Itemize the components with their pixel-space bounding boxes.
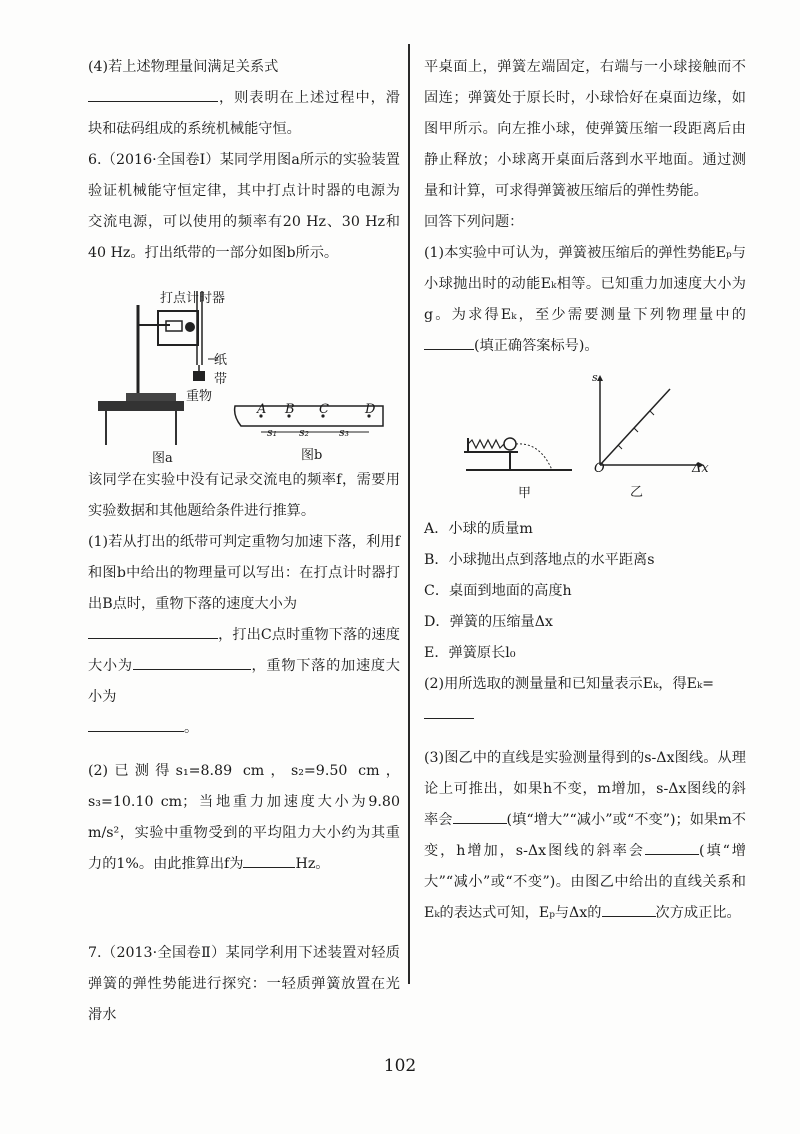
point-b-label: B [285,402,295,417]
label-weight: 重物 [186,389,213,404]
q7-part1-tail: (填正确答案标号)。 [474,338,599,354]
page-number: 102 [383,1056,417,1076]
s-dx-line [600,389,670,465]
trajectory [516,444,552,470]
q7-part3 [424,743,746,929]
figure-jia [462,422,582,501]
y-axis-label: s [592,371,598,384]
q7-part1-text: (1)本实验中可认为，弹簧被压缩后的弹性势能Eₚ与小球抛出时的动能Eₖ相等。已知重力加速度大小为g。为求得Eₖ，至少需要测量下列物理量中的 [424,245,746,323]
spring [468,440,504,448]
right-column [424,52,746,929]
answer-blank[interactable] [88,620,218,639]
option-b: B．小球抛出点到落地点的水平距离s [424,552,655,568]
q7-stem: 7.（2013·全国卷Ⅱ）某同学利用下述装置对轻质弹簧的弹性势能进行探究：一轻质弹簧放置在光滑水 [88,945,400,1023]
answer-blank[interactable] [424,700,474,719]
figure-b [233,398,393,463]
q6-stem: 6.（2016·全国卷Ⅰ）某同学用图a所示的实验装置验证机械能守恒定律，其中打点计时器的电源为交流电源，可以使用的频率有20 Hz、30 Hz和40 Hz。打出纸带的一部分如图b所示。 [88,152,400,261]
q7-part3-c: (填“增大”“减小”或“不变”)。由图乙中给出的直线关系和Eₖ的表达式可知，Eₚ与Δx的 [424,843,746,921]
q7-continued: 平桌面上，弹簧左端固定，右端与一小球接触而不固连；弹簧处于原长时，小球恰好在桌面边缘，如图甲所示。向左推小球，使弹簧压缩一段距离后由静止释放；小球离开桌面后落到水平地面。通过测量和计算，可求得弹簧被压缩后的弹性势能。 [424,59,746,199]
figure-yi [588,371,709,500]
ball [504,438,516,450]
q6-part2 [88,756,400,880]
left-column [88,52,400,1031]
figure-a [96,285,228,466]
answer-blank[interactable] [645,836,699,855]
option-a: A．小球的质量m [424,521,533,537]
q6-part1-a: (1)若从打出的纸带可判定重物匀加速下落，利用f和图b中给出的物理量可以写出：在打点计时器打出B点时，重物下落的速度大小为 [88,534,400,612]
option-d: D．弹簧的压缩量Δx [424,614,553,630]
answer-blank[interactable] [453,805,507,824]
q7-part3-b: (填“增大”“减小”或“不变”)；如果m不变，h增加，s-Δx图线的斜率会 [424,812,746,859]
q6-part1-c: ，重物下落的加速度大小为 [88,658,400,705]
answer-prompt: 回答下列问题： [424,214,524,230]
q6-after-figure: 该同学在实验中没有记录交流电的频率f，需要用实验数据和其他题给条件进行推算。 [88,472,400,519]
figure-a-caption: 图a [152,451,173,466]
q6-part1-b: ，打出C点时重物下落的速度大小为 [88,627,400,674]
q7-part1 [424,238,746,362]
q4-tail: ，则表明在上述过程中，滑块和砝码组成的系统机械能守恒。 [88,90,400,137]
answer-blank[interactable] [133,651,251,670]
origin-label: O [594,461,605,476]
figure-jia-caption: 甲 [518,486,532,501]
data-points [618,411,654,449]
label-tape: 纸带 [214,353,228,387]
figure-jia-drawing [462,422,582,482]
q4-answer-line [88,83,400,145]
stand-base [126,393,176,401]
weight-block [193,371,205,381]
option-c: C．桌面到地面的高度h [424,583,572,599]
answer-blank[interactable] [424,331,474,350]
table-top [98,401,184,411]
q6-part2-text: (2)已测得s₁=8.89 cm，s₂=9.50 cm，s₃=10.10 cm；当地重力加速度大小为9.80 m/s²，实验中重物受到的平均阻力大小约为其重力的1%。由此推算出f为 [88,763,400,872]
q7-part2-text: (2)用所选取的测量量和已知量表示Eₖ，得Eₖ= [424,676,715,692]
q6-part1-end: 。 [184,720,199,736]
segment-s1: s₁ [267,426,278,439]
point-a-label: A [257,402,267,417]
x-axis-label: Δx [692,461,709,476]
option-e: E．弹簧原长l₀ [424,645,516,661]
figure-yi-drawing [588,375,708,475]
answer-blank[interactable] [88,713,184,732]
segment-s3: s₃ [339,426,350,439]
answer-blank[interactable] [243,849,295,868]
q6-part1 [88,527,400,744]
q6-part2-unit: Hz。 [295,856,330,872]
timer-knob [185,322,195,332]
figure-b-caption: 图b [301,448,323,463]
answer-blank[interactable] [88,83,218,102]
answer-blank[interactable] [602,898,656,917]
q7-part2 [424,669,746,731]
segment-s2: s₂ [299,426,310,439]
label-timer: 打点计时器 [160,291,226,306]
figure-yi-caption: 乙 [630,485,644,500]
q4-stem: (4)若上述物理量间满足关系式 [88,59,279,75]
q7-part3-a: (3)图乙中的直线是实验测量得到的s-Δx图线。从理论上可推出，如果h不变，m增加，s-Δx图线的斜率会 [424,750,746,828]
q7-part3-d: 次方成正比。 [655,905,741,921]
point-c-label: C [319,402,329,417]
column-divider [408,44,410,984]
point-d-label: D [365,402,376,417]
figure-a-drawing [96,285,226,445]
